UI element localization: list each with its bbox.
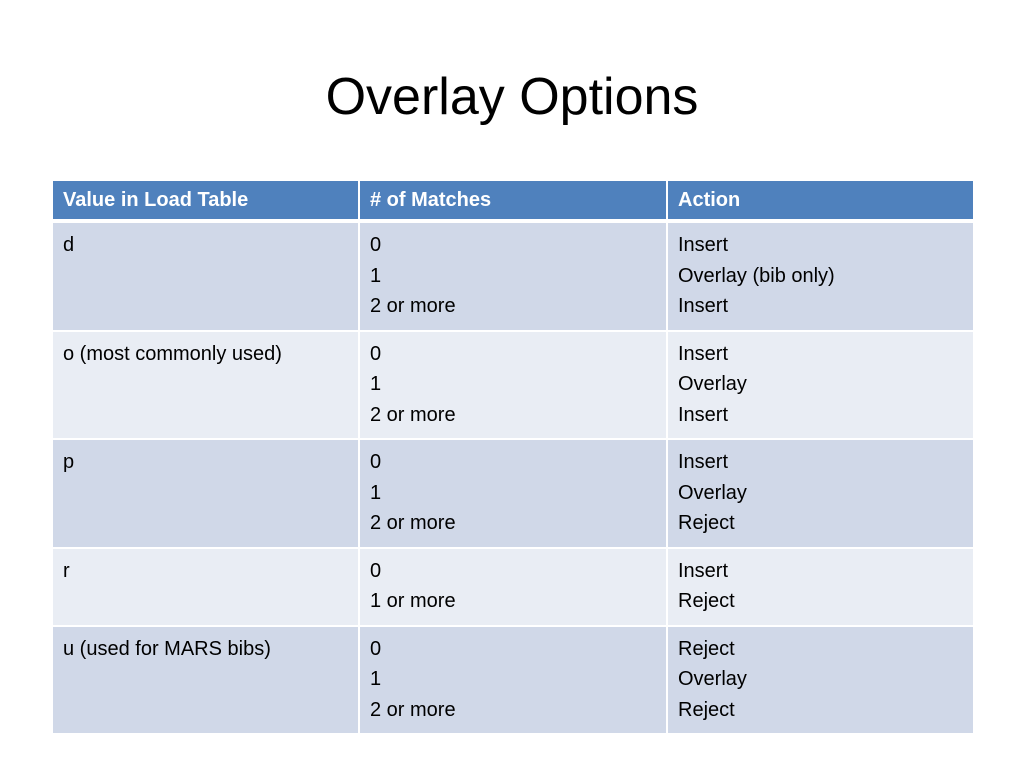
matches-cell	[359, 626, 667, 735]
match-item: 1	[370, 373, 382, 395]
table-row	[52, 626, 974, 735]
value-cell	[52, 626, 359, 735]
matches-cell	[359, 331, 667, 440]
match-item: 0	[370, 451, 382, 473]
action-item: Overlay (bib only)	[678, 264, 835, 287]
header-value-in-load-table: Value in Load Table	[52, 180, 359, 221]
action-item: Reject	[678, 637, 735, 660]
header-number-of-matches: # of Matches	[359, 180, 667, 221]
action-item: Overlay	[678, 373, 747, 395]
action-item: Insert	[678, 451, 729, 473]
match-item: 0	[370, 559, 382, 582]
action-item: Reject	[678, 590, 735, 612]
value-text: u (used for MARS bibs)	[63, 637, 271, 660]
matches-cell	[359, 439, 667, 548]
match-item: 2 or more	[370, 512, 456, 534]
match-item: 2 or more	[370, 403, 456, 426]
value-text: o (most commonly used)	[63, 342, 282, 365]
action-cell	[667, 331, 974, 440]
match-item: 1	[370, 668, 382, 690]
value-cell	[52, 439, 359, 548]
match-item: 2 or more	[370, 698, 456, 721]
header-action: Action	[667, 180, 974, 221]
matches-cell	[359, 548, 667, 626]
action-cell	[667, 548, 974, 626]
action-item: Insert	[678, 559, 729, 582]
action-cell	[667, 221, 974, 331]
table-row	[52, 221, 974, 331]
action-cell	[667, 626, 974, 735]
match-item: 2 or more	[370, 295, 456, 317]
table-header-row	[52, 180, 974, 221]
value-cell	[52, 221, 359, 331]
action-cell	[667, 439, 974, 548]
action-item: Overlay	[678, 481, 747, 504]
action-item: Insert	[678, 342, 729, 365]
match-item: 1	[370, 481, 382, 504]
match-item: 0	[370, 342, 382, 365]
match-item: 1	[370, 264, 382, 287]
value-text: p	[63, 451, 75, 473]
table-row	[52, 548, 974, 626]
action-item: Insert	[678, 234, 729, 256]
action-item: Overlay	[678, 668, 747, 690]
action-item: Reject	[678, 512, 735, 534]
table-row	[52, 439, 974, 548]
match-item: 0	[370, 637, 382, 660]
value-cell	[52, 548, 359, 626]
overlay-options-table	[51, 179, 975, 735]
value-cell	[52, 331, 359, 440]
match-item: 1 or more	[370, 590, 456, 612]
action-item: Insert	[678, 403, 729, 426]
matches-cell	[359, 221, 667, 331]
action-item: Insert	[678, 295, 729, 317]
action-item: Reject	[678, 698, 735, 721]
slide-title: Overlay Options	[325, 68, 699, 126]
match-item: 0	[370, 234, 382, 256]
value-text: r	[63, 559, 70, 582]
value-text: d	[63, 234, 75, 256]
table-row	[52, 331, 974, 440]
